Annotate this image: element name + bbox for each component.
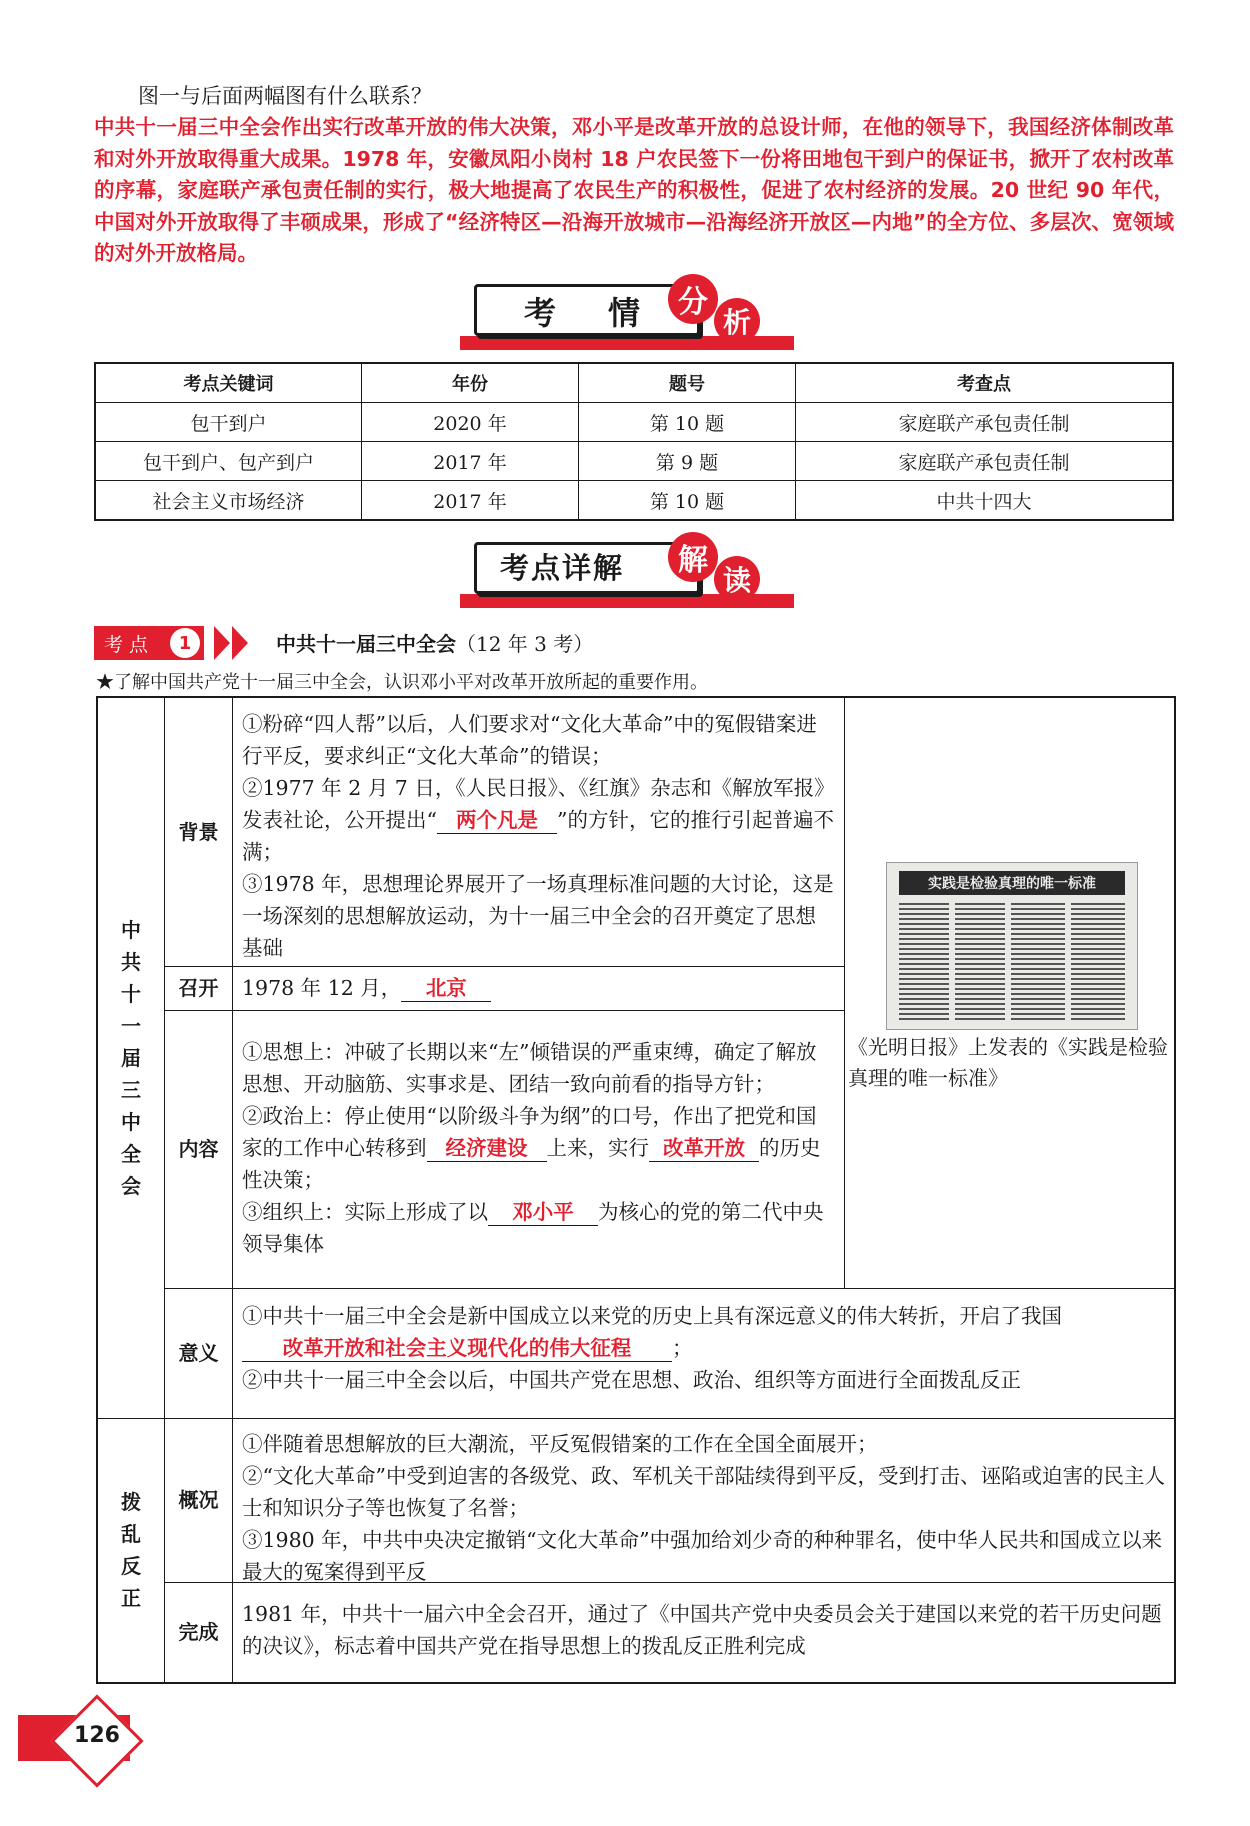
section-label-plenum: 中共十一届三中全会 xyxy=(121,918,141,1198)
table-cell: 2017 年 xyxy=(362,442,579,481)
background-cell xyxy=(242,708,836,964)
table-row xyxy=(95,481,1173,521)
banner1-char1: 考 xyxy=(524,294,561,332)
banner2-circle1: 解 xyxy=(668,532,718,582)
overview-cell xyxy=(242,1428,1167,1588)
banner1-circle1: 分 xyxy=(668,274,718,324)
content-grid xyxy=(96,696,1176,1684)
table-header: 题号 xyxy=(579,363,796,403)
overview-item: ①伴随着思想解放的巨大潮流，平反冤假错案的工作在全国全面展开； xyxy=(242,1432,878,1456)
banner-point-details xyxy=(460,534,794,608)
convening-cell: 1978 年 12 月， 北京 xyxy=(242,972,836,1004)
table-cell: 第 10 题 xyxy=(579,481,796,521)
kaodian-tag-label: 考 点 xyxy=(104,633,149,656)
section-label-restoration: 拨乱反正 xyxy=(121,1490,141,1610)
banner2-circle2: 读 xyxy=(714,556,760,602)
row-label-convening: 召开 xyxy=(178,976,219,1000)
table-cell: 包干到户、包产到户 xyxy=(95,442,362,481)
table-header-row xyxy=(95,363,1173,403)
overview-item: ③1980 年，中共中央决定撤销“文化大革命”中强加给刘少奇的种种罪名，使中华人民共和国成立以来最大的冤案得到平反 xyxy=(242,1528,1163,1584)
overview-item: ②“文化大革命”中受到迫害的各级党、政、军机关干部陆续得到平反，受到打击、诬陷或迫害的民主人士和知识分子等也恢复了名誉； xyxy=(242,1464,1165,1520)
row-label-overview: 概况 xyxy=(178,1488,219,1512)
answer-blank: 改革开放 xyxy=(649,1135,759,1162)
learning-objective: ★了解中国共产党十一届三中全会，认识邓小平对改革开放所起的重要作用。 xyxy=(96,672,708,693)
banner1-char2: 情 xyxy=(608,294,645,332)
content-item: ③组织上：实际上形成了以 邓小平 为核心的党的第二代中央领导集体 xyxy=(242,1200,824,1256)
table-header: 考点关键词 xyxy=(95,363,362,403)
answer-blank: 两个凡是 xyxy=(437,807,557,834)
row-label-content: 内容 xyxy=(178,1137,219,1161)
content-item: ①思想上：冲破了长期以来“左”倾错误的严重束缚，确定了解放思想、开动脑筋、实事求是、团结一致向前看的指导方针； xyxy=(242,1040,817,1096)
significance-item: ①中共十一届三中全会是新中国成立以来党的历史上具有深远意义的伟大转折，开启了我国改革开放和社会主义现代化的伟大征程 ； xyxy=(242,1304,1062,1360)
image-caption: 《光明日报》上发表的《实践是检验真理的唯一标准》 xyxy=(848,1035,1168,1090)
answer-blank: 北京 xyxy=(401,975,491,1002)
question-text: 图一与后面两幅图有什么联系？ xyxy=(138,84,432,108)
table-cell: 第 10 题 xyxy=(579,403,796,442)
double-arrow-icon xyxy=(214,626,264,660)
banner2-text: 考点详解 xyxy=(500,551,625,585)
content-item: ②政治上：停止使用“以阶级斗争为纲”的口号，作出了把党和国家的工作中心转移到 经济建设 上来，实行 改革开放 的历史性决策； xyxy=(242,1104,821,1192)
table-cell: 第 9 题 xyxy=(579,442,796,481)
answer-blank: 邓小平 xyxy=(488,1199,598,1226)
kaodian-number: 1 xyxy=(170,628,200,658)
banner1-circle2: 析 xyxy=(714,298,760,344)
table-row xyxy=(95,442,1173,481)
completion-cell: 1981 年，中共十一届六中全会召开，通过了《中国共产党中央委员会关于建国以来党的若干历史问题的决议》，标志着中国共产党在指导思想上的拨乱反正胜利完成 xyxy=(242,1602,1162,1658)
answer-text: 中共十一届三中全会作出实行改革开放的伟大决策，邓小平是改革开放的总设计师，在他的领导下，我国经济体制改革和对外开放取得重大成果。1978 年，安徽凤阳小岗村 18 户农民签下一份将田地包干到户的保证书，掀开了农村改革的序幕，家庭联产承包责任制的实行，极大地提高了农民生产的积极性，促进了农村经济的发展。20 世纪 90 年代，中国对外开放取得了丰硕成果，形成了“经济特区—沿海开放城市—沿海经济开放区—内地”的全方位、多层次、宽领域的对外开放格局。 xyxy=(94,115,1174,265)
table-cell: 2017 年 xyxy=(362,481,579,521)
table-cell: 家庭联产承包责任制 xyxy=(796,403,1174,442)
exam-stats-table xyxy=(94,362,1174,521)
table-cell: 2020 年 xyxy=(362,403,579,442)
background-item: ①粉碎“四人帮”以后，人们要求对“文化大革命”中的冤假错案进行平反，要求纠正“文化大革命”的错误； xyxy=(242,712,817,768)
row-label-significance: 意义 xyxy=(178,1341,219,1365)
banner-exam-analysis xyxy=(460,276,794,350)
kaodian-title: 中共十一届三中全会（12 年 3 考） xyxy=(276,632,594,656)
newspaper-image xyxy=(886,862,1138,1030)
answer-blank: 经济建设 xyxy=(427,1135,547,1162)
content-cell xyxy=(242,1036,836,1260)
table-cell: 中共十四大 xyxy=(796,481,1174,521)
table-header: 考查点 xyxy=(796,363,1174,403)
table-cell: 包干到户 xyxy=(95,403,362,442)
table-cell: 社会主义市场经济 xyxy=(95,481,362,521)
table-row xyxy=(95,403,1173,442)
table-header: 年份 xyxy=(362,363,579,403)
background-item: ②1977 年 2 月 7 日，《人民日报》、《红旗》杂志和《解放军报》发表社论，公开提出“ 两个凡是 ”的方针，它的推行引起普遍不满； xyxy=(242,776,835,864)
row-label-completion: 完成 xyxy=(178,1620,219,1644)
table-cell: 家庭联产承包责任制 xyxy=(796,442,1174,481)
page-number: 126 xyxy=(74,1723,120,1748)
significance-item: ②中共十一届三中全会以后，中国共产党在思想、政治、组织等方面进行全面拨乱反正 xyxy=(242,1368,1021,1392)
significance-cell xyxy=(242,1300,1167,1396)
background-item: ③1978 年，思想理论界展开了一场真理标准问题的大讨论，这是一场深刻的思想解放运动，为十一届三中全会的召开奠定了思想基础 xyxy=(242,872,834,960)
newspaper-headline: 实践是检验真理的唯一标准 xyxy=(899,871,1125,895)
row-label-background: 背景 xyxy=(178,820,219,844)
answer-blank: 改革开放和社会主义现代化的伟大征程 xyxy=(242,1335,672,1362)
